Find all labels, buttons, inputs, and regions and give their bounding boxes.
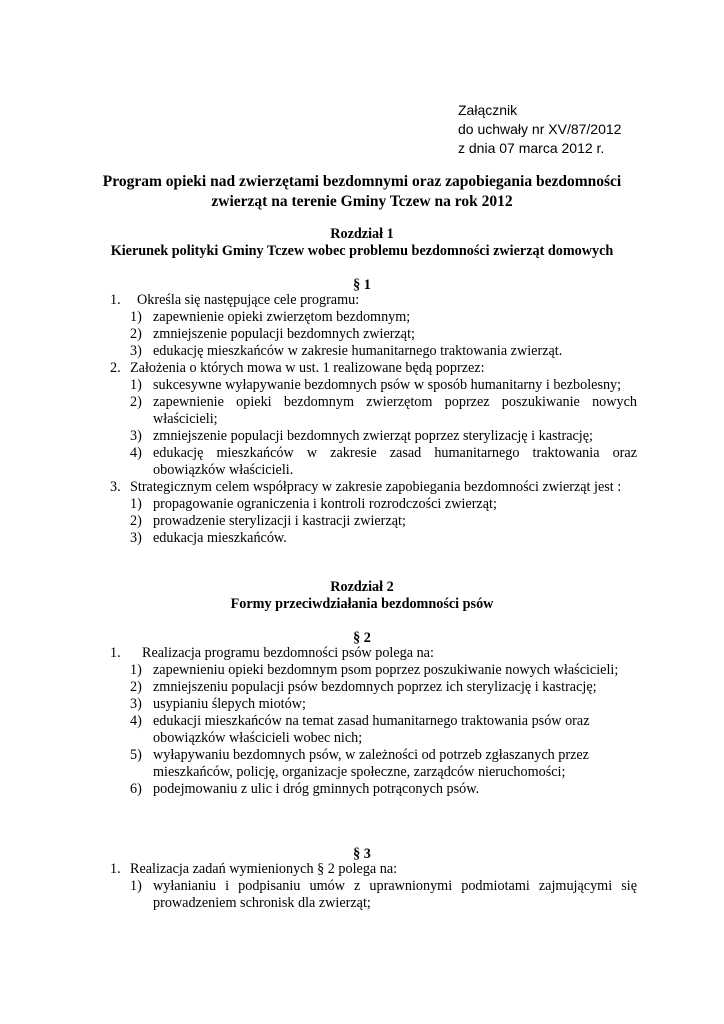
point-number: 3. <box>110 479 121 495</box>
point-text: Określa się następujące cele programu: <box>137 292 360 308</box>
section-1-sign: § 1 <box>353 277 371 293</box>
point-text: Założenia o których mowa w ust. 1 realizowane będą poprzez: <box>130 360 485 376</box>
item-text: edukację mieszkańców w zakresie zasad humanitarnego traktowania oraz <box>153 445 637 461</box>
attachment-date: z dnia 07 marca 2012 r. <box>458 140 605 156</box>
item-text: wyłanianiu i podpisaniu umów z uprawnionymi podmiotami zajmującymi się <box>153 878 637 894</box>
item-text: zmniejszeniu populacji psów bezdomnych poprzez ich sterylizację i kastrację; <box>153 679 597 695</box>
item-text: edukacji mieszkańców na temat zasad humanitarnego traktowania psów oraz <box>153 713 590 729</box>
item-number: 1) <box>130 878 142 894</box>
point-number: 2. <box>110 360 121 376</box>
document-title-line-1: Program opieki nad zwierzętami bezdomnymi oraz zapobiegania bezdomności <box>102 173 622 190</box>
item-text: podejmowaniu z ulic i dróg gminnych potrąconych psów. <box>153 781 480 797</box>
item-text-continuation: prowadzeniem schronisk dla zwierząt; <box>153 895 371 911</box>
item-text: prowadzenie sterylizacji i kastracji zwierząt; <box>153 513 406 529</box>
point-number: 1. <box>110 645 121 661</box>
item-text: zmniejszenie populacji bezdomnych zwierząt; <box>153 326 415 342</box>
section-2-sign: § 2 <box>353 630 371 646</box>
item-number: 2) <box>130 679 142 695</box>
item-text: edukację mieszkańców w zakresie humanitarnego traktowania zwierząt. <box>153 343 563 359</box>
chapter-1-heading: Kierunek polityki Gminy Tczew wobec problemu bezdomności zwierząt domowych <box>110 243 614 259</box>
item-number: 5) <box>130 747 142 763</box>
item-number: 2) <box>130 513 142 529</box>
item-text: zapewnieniu opieki bezdomnym psom poprzez poszukiwanie nowych właścicieli; <box>153 662 619 678</box>
item-number: 2) <box>130 394 142 410</box>
point-text: Realizacja zadań wymienionych § 2 polega na: <box>130 861 398 877</box>
chapter-2-label: Rozdział 2 <box>330 579 394 595</box>
item-number: 1) <box>130 309 142 325</box>
item-text: zapewnienie opieki bezdomnym zwierzętom poprzez poszukiwanie nowych <box>153 394 637 410</box>
item-number: 4) <box>130 713 142 729</box>
attachment-label: Załącznik <box>458 102 518 118</box>
attachment-note <box>458 101 621 158</box>
chapter-1-label: Rozdział 1 <box>330 226 394 242</box>
section-3-sign: § 3 <box>353 846 371 862</box>
item-text-continuation: obowiązków właścicieli wobec nich; <box>153 730 363 746</box>
item-text: zapewnienie opieki zwierzętom bezdomnym; <box>153 309 411 325</box>
item-number: 1) <box>130 662 142 678</box>
item-text: zmniejszenie populacji bezdomnych zwierząt poprzez sterylizację i kastrację; <box>153 428 593 444</box>
item-text: edukacja mieszkańców. <box>153 530 287 546</box>
item-text: wyłapywaniu bezdomnych psów, w zależności od potrzeb zgłaszanych przez <box>153 747 589 763</box>
point-number: 1. <box>110 861 121 877</box>
item-number: 1) <box>130 377 142 393</box>
item-text: propagowanie ograniczenia i kontroli rozrodczości zwierząt; <box>153 496 497 512</box>
item-number: 6) <box>130 781 142 797</box>
item-number: 2) <box>130 326 142 342</box>
item-number: 3) <box>130 343 142 359</box>
item-text: usypianiu ślepych miotów; <box>153 696 306 712</box>
item-number: 4) <box>130 445 142 461</box>
point-text: Strategicznym celem współpracy w zakresie zapobiegania bezdomności zwierząt jest : <box>130 479 622 495</box>
item-number: 3) <box>130 696 142 712</box>
item-text-continuation: mieszkańców, policję, organizacje społeczne, zarządców nieruchomości; <box>153 764 566 780</box>
point-number: 1. <box>110 292 121 308</box>
item-text-continuation: obowiązków właścicieli. <box>153 462 294 478</box>
item-number: 1) <box>130 496 142 512</box>
chapter-2-heading: Formy przeciwdziałania bezdomności psów <box>230 596 494 612</box>
attachment-resolution: do uchwały nr XV/87/2012 <box>458 121 622 137</box>
item-number: 3) <box>130 428 142 444</box>
point-text: Realizacja programu bezdomności psów polega na: <box>142 645 434 661</box>
item-number: 3) <box>130 530 142 546</box>
document-title-line-2: zwierząt na terenie Gminy Tczew na rok 2012 <box>211 193 513 210</box>
item-text: sukcesywne wyłapywanie bezdomnych psów w sposób humanitarny i bezbolesny; <box>153 377 622 393</box>
item-text-continuation: właścicieli; <box>153 411 218 427</box>
